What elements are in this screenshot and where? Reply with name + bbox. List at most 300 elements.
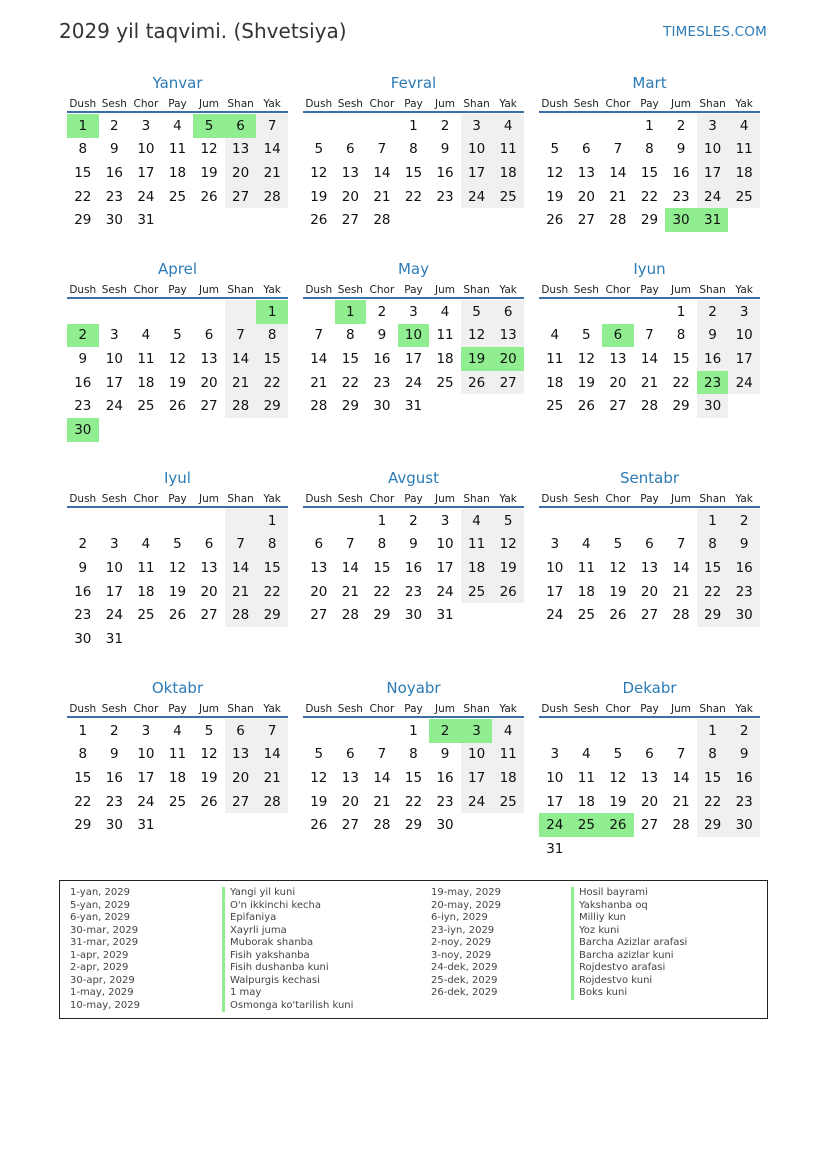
day-cell: 30 [105, 817, 123, 834]
weekday-label: Jum [199, 98, 220, 110]
day-cell: 11 [436, 327, 454, 344]
weekday-label: Pay [404, 98, 423, 110]
day-cell: 29 [74, 212, 92, 229]
holiday-day-cell: 30 [67, 418, 99, 442]
day-cell: 2 [676, 117, 686, 134]
day-cell: 15 [256, 347, 288, 371]
day-cell: 13 [577, 164, 595, 181]
day-cell: 13 [341, 164, 359, 181]
weekday-label: Yak [263, 284, 281, 296]
day-cell: 19 [546, 188, 564, 205]
legend-entry: Milliy kun [571, 912, 687, 925]
day-cell: 2 [78, 536, 88, 553]
day-cell: 21 [373, 793, 391, 810]
day-cell: 29 [256, 603, 288, 627]
day-cell: 1 [409, 117, 418, 134]
day-cell: 15 [341, 350, 359, 367]
day-cell: 19 [577, 374, 595, 391]
empty-cell [571, 300, 603, 324]
day-grid [67, 509, 288, 651]
empty-cell [571, 719, 603, 743]
weekday-header [539, 702, 760, 718]
month-name: Fevral [390, 74, 437, 92]
day-cell: 14 [609, 164, 627, 181]
day-cell: 18 [168, 769, 187, 786]
day-cell: 6 [645, 536, 654, 553]
legend-dates-column-2 [431, 887, 501, 1000]
day-cell: 26 [168, 398, 187, 415]
legend-entry: Yoz kuni [571, 925, 687, 938]
day-cell: 23 [672, 188, 690, 205]
weekday-label: Shan [699, 284, 726, 296]
day-cell: 24 [546, 607, 564, 624]
day-cell: 5 [492, 509, 524, 533]
day-cell: 19 [200, 164, 218, 181]
day-cell: 17 [461, 766, 493, 790]
weekday-label: Chor [133, 493, 159, 505]
legend-entry: Fisih dushanba kuni [222, 962, 353, 975]
weekday-label: Chor [605, 493, 631, 505]
weekday-header [303, 97, 524, 113]
day-cell: 13 [225, 743, 257, 767]
legend-entry: 30-mar, 2029 [70, 924, 139, 936]
empty-cell [602, 719, 634, 743]
day-cell: 7 [645, 327, 654, 344]
weekday-label: Dush [541, 493, 569, 505]
day-cell: 23 [404, 583, 423, 600]
day-cell: 22 [640, 188, 659, 205]
weekday-header [67, 492, 288, 508]
day-cell: 15 [373, 559, 391, 576]
weekday-label: Shan [699, 703, 726, 715]
weekday-label: Yak [499, 493, 517, 505]
weekday-label: Sesh [573, 703, 599, 715]
day-cell: 30 [728, 603, 760, 627]
day-cell: 17 [404, 350, 423, 367]
day-cell: 7 [377, 141, 387, 158]
day-cell: 30 [105, 212, 123, 229]
month-aprel [67, 257, 288, 442]
legend-entry: Rojdestvo arafasi [571, 962, 687, 975]
day-cell: 17 [105, 583, 123, 600]
day-cell: 2 [377, 303, 387, 320]
day-cell: 21 [672, 793, 690, 810]
day-cell: 13 [200, 559, 218, 576]
day-cell: 16 [404, 559, 423, 576]
day-cell: 5 [582, 327, 591, 344]
day-cell: 29 [404, 817, 423, 834]
day-cell: 20 [341, 188, 359, 205]
day-cell: 27 [225, 790, 257, 814]
empty-cell [665, 509, 697, 533]
holiday-day-cell: 24 [539, 813, 571, 837]
day-cell: 4 [492, 719, 524, 743]
legend-entry: 30-apr, 2029 [70, 974, 135, 986]
empty-cell [571, 114, 603, 138]
day-cell: 14 [256, 138, 288, 162]
day-cell: 18 [436, 350, 454, 367]
day-cell: 14 [341, 559, 359, 576]
empty-cell [67, 300, 99, 324]
day-cell: 9 [409, 536, 418, 553]
weekday-label: Sesh [337, 493, 363, 505]
day-cell: 26 [310, 817, 328, 834]
day-cell: 13 [200, 350, 218, 367]
day-cell: 31 [546, 840, 564, 857]
day-cell: 25 [728, 185, 760, 209]
day-cell: 11 [546, 350, 564, 367]
day-cell: 7 [314, 327, 324, 344]
weekday-label: Jum [435, 284, 456, 296]
weekday-label: Yak [499, 98, 517, 110]
day-cell: 8 [645, 141, 654, 158]
weekday-label: Sesh [573, 98, 599, 110]
weekday-label: Shan [227, 493, 254, 505]
day-cell: 24 [728, 371, 760, 395]
day-cell: 27 [341, 817, 359, 834]
day-cell: 23 [105, 188, 123, 205]
day-cell: 10 [137, 746, 155, 763]
day-cell: 1 [645, 117, 654, 134]
legend-entry: 1-may, 2029 [70, 987, 134, 998]
site-link[interactable]: TIMESLES.COM [663, 24, 767, 40]
weekday-label: Pay [404, 493, 423, 505]
day-cell: 25 [461, 580, 493, 604]
day-cell: 18 [461, 556, 493, 580]
weekday-label: Pay [168, 703, 187, 715]
day-cell: 25 [577, 607, 595, 624]
day-cell: 30 [404, 607, 423, 624]
weekday-label: Sesh [573, 284, 599, 296]
day-cell: 23 [728, 790, 760, 814]
holiday-day-cell: 1 [67, 114, 99, 138]
day-cell: 12 [461, 324, 493, 348]
day-cell: 4 [582, 746, 591, 763]
day-cell: 21 [225, 371, 257, 395]
day-cell: 24 [137, 188, 155, 205]
day-cell: 24 [137, 793, 155, 810]
day-cell: 21 [609, 188, 627, 205]
day-cell: 29 [74, 817, 92, 834]
page-title: 2029 yil taqvimi. (Shvetsiya) [59, 19, 347, 43]
day-cell: 28 [256, 185, 288, 209]
day-cell: 5 [173, 327, 182, 344]
weekday-label: Chor [133, 284, 159, 296]
day-cell: 12 [577, 350, 595, 367]
day-cell: 17 [137, 769, 155, 786]
day-cell: 26 [168, 607, 187, 624]
legend-entry: 23-iyn, 2029 [431, 924, 495, 936]
day-cell: 9 [440, 746, 450, 763]
legend-entry: Epifaniya [222, 912, 353, 925]
day-cell: 16 [105, 769, 123, 786]
day-cell: 18 [137, 583, 155, 600]
day-cell: 18 [492, 161, 524, 185]
day-cell: 7 [377, 746, 387, 763]
day-cell: 1 [697, 719, 729, 743]
legend-entry: Barcha Azizlar arafasi [571, 937, 687, 950]
weekday-label: Yak [499, 284, 517, 296]
day-cell: 29 [697, 813, 729, 837]
day-cell: 9 [676, 141, 686, 158]
day-cell: 10 [546, 769, 564, 786]
day-cell: 19 [168, 374, 187, 391]
day-cell: 12 [200, 746, 218, 763]
day-cell: 9 [697, 324, 729, 348]
day-cell: 4 [141, 327, 151, 344]
month-may [303, 257, 524, 418]
weekday-label: Yak [499, 703, 517, 715]
day-cell: 3 [141, 117, 151, 134]
legend-entry: 10-may, 2029 [70, 999, 140, 1011]
day-cell: 12 [168, 559, 187, 576]
day-cell: 12 [310, 769, 328, 786]
day-cell: 18 [577, 793, 595, 810]
day-cell: 10 [105, 350, 123, 367]
day-cell: 4 [173, 117, 182, 134]
day-cell: 28 [609, 212, 627, 229]
legend-entry: 6-yan, 2029 [70, 912, 130, 923]
weekday-header [303, 702, 524, 718]
holiday-day-cell: 31 [697, 208, 729, 232]
day-cell: 9 [78, 350, 88, 367]
day-cell: 21 [373, 188, 391, 205]
day-cell: 25 [546, 398, 564, 415]
day-cell: 28 [672, 607, 690, 624]
empty-cell [67, 509, 99, 533]
weekday-label: Pay [404, 703, 423, 715]
legend-entry: 2-apr, 2029 [70, 962, 129, 973]
day-cell: 20 [640, 793, 659, 810]
day-cell: 23 [436, 188, 454, 205]
day-cell: 24 [436, 583, 454, 600]
day-cell: 7 [676, 536, 686, 553]
day-cell: 20 [310, 583, 328, 600]
legend-entry: 25-dek, 2029 [431, 974, 498, 986]
day-cell: 12 [492, 533, 524, 557]
day-grid [303, 300, 524, 418]
day-cell: 19 [310, 793, 328, 810]
legend-entry: 20-may, 2029 [431, 899, 501, 911]
weekday-label: Sesh [101, 284, 127, 296]
weekday-header [67, 283, 288, 299]
day-cell: 26 [577, 398, 595, 415]
day-cell: 27 [640, 817, 659, 834]
day-cell: 25 [436, 374, 454, 391]
day-cell: 7 [346, 536, 355, 553]
weekday-label: Pay [404, 284, 423, 296]
legend-entry: 1-yan, 2029 [70, 887, 130, 898]
weekday-header [67, 702, 288, 718]
day-cell: 28 [672, 817, 690, 834]
weekday-label: Chor [369, 98, 395, 110]
day-cell: 16 [436, 769, 454, 786]
month-name: Noyabr [386, 679, 441, 697]
day-cell: 4 [728, 114, 760, 138]
empty-cell [335, 509, 367, 533]
day-cell: 17 [436, 559, 454, 576]
month-sentabr [539, 466, 760, 627]
empty-cell [99, 509, 131, 533]
day-cell: 15 [697, 766, 729, 790]
day-cell: 10 [436, 536, 454, 553]
day-cell: 7 [256, 719, 288, 743]
day-cell: 11 [492, 743, 524, 767]
day-cell: 20 [200, 583, 218, 600]
day-cell: 1 [256, 509, 288, 533]
day-cell: 11 [168, 746, 187, 763]
weekday-label: Chor [605, 98, 631, 110]
day-cell: 3 [550, 746, 560, 763]
empty-cell [634, 300, 666, 324]
holiday-day-cell: 20 [492, 347, 524, 371]
day-cell: 6 [314, 536, 324, 553]
empty-cell [193, 509, 225, 533]
day-cell: 10 [105, 559, 123, 576]
day-cell: 5 [461, 300, 493, 324]
holiday-day-cell: 2 [429, 719, 461, 743]
empty-cell [602, 114, 634, 138]
month-name: Avgust [388, 469, 439, 487]
month-name: Sentabr [619, 469, 680, 487]
day-cell: 21 [672, 583, 690, 600]
day-cell: 16 [436, 164, 454, 181]
day-cell: 31 [137, 212, 155, 229]
day-cell: 22 [697, 790, 729, 814]
day-cell: 10 [461, 138, 493, 162]
day-cell: 1 [676, 303, 686, 320]
weekday-label: Chor [133, 703, 159, 715]
legend-entry: Yakshanba oq [571, 900, 687, 913]
day-cell: 13 [640, 559, 659, 576]
day-cell: 25 [168, 188, 187, 205]
day-cell: 6 [204, 536, 214, 553]
weekday-label: Dush [541, 284, 569, 296]
legend-entry: 19-may, 2029 [431, 887, 501, 898]
day-cell: 2 [110, 117, 119, 134]
holiday-day-cell: 3 [461, 719, 493, 743]
day-cell: 6 [204, 327, 214, 344]
day-cell: 27 [225, 185, 257, 209]
day-cell: 14 [640, 350, 659, 367]
month-iyul [67, 466, 288, 651]
weekday-label: Pay [168, 284, 187, 296]
weekday-label: Sesh [101, 493, 127, 505]
day-cell: 4 [141, 536, 151, 553]
day-cell: 24 [461, 185, 493, 209]
day-cell: 14 [310, 350, 328, 367]
day-cell: 22 [256, 371, 288, 395]
legend-names-column-1 [222, 887, 353, 1012]
weekday-label: Yak [263, 703, 281, 715]
empty-cell [130, 509, 162, 533]
month-name: Iyun [633, 260, 666, 278]
day-cell: 22 [672, 374, 690, 391]
day-cell: 11 [728, 138, 760, 162]
day-cell: 11 [492, 138, 524, 162]
day-cell: 30 [436, 817, 454, 834]
legend-entry: Yangi yil kuni [222, 887, 353, 900]
day-cell: 6 [645, 746, 654, 763]
day-cell: 22 [341, 374, 359, 391]
day-cell: 29 [697, 603, 729, 627]
day-cell: 24 [105, 398, 123, 415]
day-cell: 21 [640, 374, 659, 391]
legend-entry: Fisih yakshanba [222, 950, 353, 963]
day-cell: 14 [373, 769, 391, 786]
day-cell: 31 [404, 398, 423, 415]
weekday-label: Yak [263, 98, 281, 110]
weekday-label: Jum [199, 493, 220, 505]
day-cell: 31 [436, 607, 454, 624]
day-cell: 3 [728, 300, 760, 324]
day-grid [539, 719, 760, 861]
day-cell: 9 [728, 533, 760, 557]
day-cell: 20 [577, 188, 595, 205]
day-cell: 8 [697, 743, 729, 767]
day-cell: 26 [200, 188, 218, 205]
day-cell: 17 [461, 161, 493, 185]
day-cell: 29 [640, 212, 659, 229]
day-cell: 15 [404, 769, 423, 786]
legend-entry: 24-dek, 2029 [431, 962, 498, 973]
empty-cell [99, 300, 131, 324]
empty-cell [665, 719, 697, 743]
weekday-label: Dush [305, 98, 333, 110]
day-cell: 10 [728, 324, 760, 348]
weekday-label: Yak [735, 284, 753, 296]
holiday-day-cell: 1 [256, 300, 288, 324]
day-cell: 8 [78, 746, 88, 763]
weekday-label: Sesh [573, 493, 599, 505]
weekday-label: Dush [69, 284, 97, 296]
day-cell: 30 [74, 630, 92, 647]
legend-entry: 31-mar, 2029 [70, 937, 139, 948]
day-cell: 1 [78, 722, 88, 739]
month-name: May [397, 260, 429, 278]
day-cell: 22 [74, 793, 92, 810]
day-cell: 19 [310, 188, 328, 205]
day-cell: 20 [225, 766, 257, 790]
holiday-day-cell: 6 [225, 114, 257, 138]
day-cell: 4 [550, 327, 560, 344]
legend-entry: Xayrli juma [222, 925, 353, 938]
month-mart [539, 71, 760, 232]
day-cell: 22 [74, 188, 92, 205]
day-cell: 8 [377, 536, 387, 553]
holiday-day-cell: 1 [335, 300, 367, 324]
empty-cell [303, 300, 335, 324]
weekday-label: Sesh [101, 98, 127, 110]
day-cell: 15 [74, 769, 92, 786]
day-cell: 19 [492, 556, 524, 580]
weekday-label: Jum [671, 703, 692, 715]
day-cell: 16 [74, 583, 92, 600]
weekday-label: Shan [463, 703, 490, 715]
weekday-label: Jum [671, 284, 692, 296]
empty-cell [335, 114, 367, 138]
empty-cell [130, 300, 162, 324]
holiday-day-cell: 25 [571, 813, 603, 837]
day-cell: 25 [492, 790, 524, 814]
day-cell: 3 [697, 114, 729, 138]
day-cell: 26 [546, 212, 564, 229]
day-cell: 23 [436, 793, 454, 810]
weekday-header [539, 492, 760, 508]
legend-entry: 1 may [222, 987, 353, 1000]
month-oktabr [67, 676, 288, 837]
day-grid [539, 114, 760, 232]
